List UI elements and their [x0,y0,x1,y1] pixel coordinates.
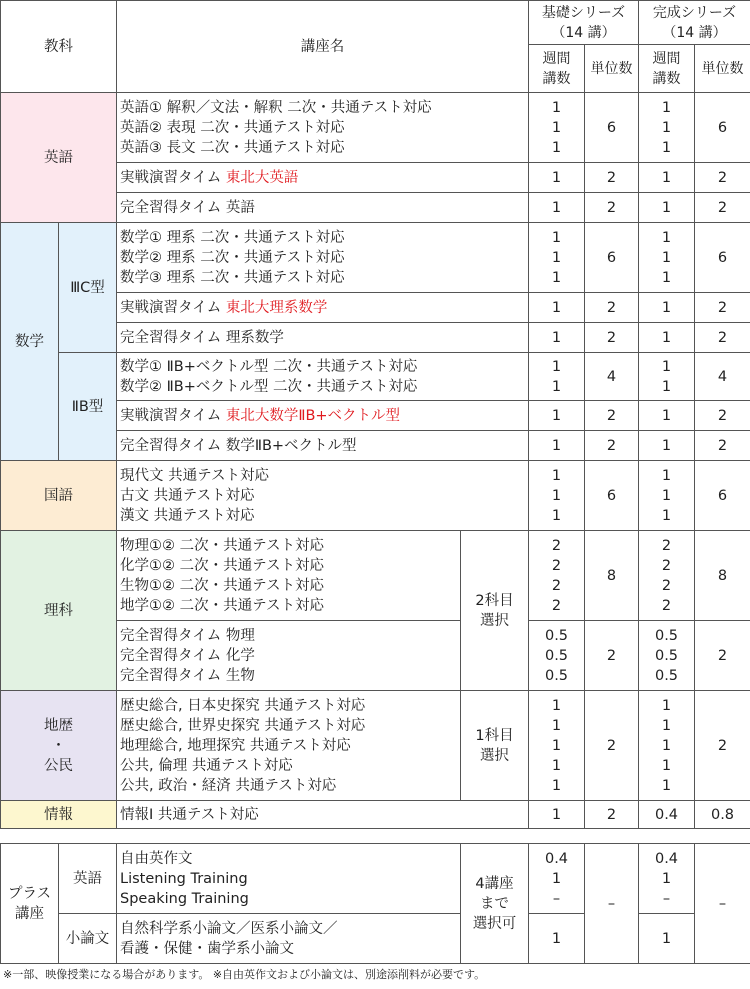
science-weekly-basic: 2 2 2 2 [529,531,585,621]
math-2b-weekly-complete: 1 1 [639,353,695,401]
header-weekly-basic: 週間 講数 [529,45,585,93]
value-cell: 2 [585,401,639,431]
value-cell: 1 [529,401,585,431]
math-3c-units-complete: 6 [695,223,750,293]
footnote: ※一部、映像授業になる場合があります。 ※自由英作文および小論文は、別途添削料が必要です。 [3,968,486,981]
math-2b-units-basic: 4 [585,353,639,401]
english-weekly-complete: 1 1 1 [639,93,695,163]
info-course: 情報Ⅰ 共通テスト対応 [117,801,529,829]
plus-english-weekly-basic: 0.4 1 – [529,844,585,914]
subject-science: 理科 [1,531,117,691]
plus-units-complete: – [695,844,750,964]
math-3c-courses: 数学① 理系 二次・共通テスト対応 数学② 理系 二次・共通テスト対応 数学③ 理系 二次・共通テスト対応 [117,223,529,293]
social-units-complete: 2 [695,691,750,801]
value-cell: 1 [529,193,585,223]
math-2b-units-complete: 4 [695,353,750,401]
header-complete-series: 完成シリーズ （14 講） [639,1,750,45]
japanese-weekly-complete: 1 1 1 [639,461,695,531]
value-cell: 0.8 [695,801,750,829]
value-cell: 2 [695,293,750,323]
science-units-complete: 8 [695,531,750,621]
plus-selection: 4講座 まで 選択可 [461,844,529,964]
value-cell: 1 [639,431,695,461]
value-cell: 1 [639,401,695,431]
math-3c-mastery: 完全習得タイム 理系数学 [117,323,529,353]
social-courses: 歴史総合, 日本史探究 共通テスト対応 歴史総合, 世界史探究 共通テスト対応 地理総合, 地理探究 共通テスト対応 公共, 倫理 共通テスト対応 公共, 政治・経済 共通テスト対応 [117,691,461,801]
header-course: 講座名 [117,1,529,93]
plus-english-courses: 自由英作文 Listening Training Speaking Training [117,844,461,914]
math-2b-weekly-basic: 1 1 [529,353,585,401]
math-3c-weekly-basic: 1 1 1 [529,223,585,293]
english-mastery: 完全習得タイム 英語 [117,193,529,223]
value-cell: 2 [585,193,639,223]
value-cell: 2 [695,163,750,193]
value-cell: 1 [529,293,585,323]
value-cell: 1 [529,801,585,829]
plus-essay: 小論文 [59,914,117,964]
header-units-complete: 単位数 [695,45,750,93]
value-cell: 1 [529,431,585,461]
value-cell: 1 [529,163,585,193]
science-mastery-weekly-complete: 0.5 0.5 0.5 [639,621,695,691]
japanese-courses: 現代文 共通テスト対応 古文 共通テスト対応 漢文 共通テスト対応 [117,461,529,531]
subject-math: 数学 [1,223,59,461]
english-practice: 実戦演習タイム 東北大英語 [117,163,529,193]
value-cell: 2 [695,431,750,461]
english-units-complete: 6 [695,93,750,163]
math-2b-mastery: 完全習得タイム 数学ⅡB+ベクトル型 [117,431,529,461]
value-cell: 2 [585,431,639,461]
value-cell: 1 [639,323,695,353]
math-3c-weekly-complete: 1 1 1 [639,223,695,293]
english-units-basic: 6 [585,93,639,163]
value-cell: 0.4 [639,801,695,829]
subject-english: 英語 [1,93,117,223]
japanese-units-basic: 6 [585,461,639,531]
header-basic-series: 基礎シリーズ （14 講） [529,1,639,45]
english-courses: 英語① 解釈／文法・解釈 二次・共通テスト対応 英語② 表現 二次・共通テスト対応 英語③ 長文 二次・共通テスト対応 [117,93,529,163]
science-mastery-units-basic: 2 [585,621,639,691]
header-weekly-complete: 週間 講数 [639,45,695,93]
science-mastery: 完全習得タイム 物理 完全習得タイム 化学 完全習得タイム 生物 [117,621,461,691]
english-weekly-basic: 1 1 1 [529,93,585,163]
japanese-units-complete: 6 [695,461,750,531]
value-cell: 2 [585,323,639,353]
value-cell: 1 [639,193,695,223]
math-2b-practice: 実戦演習タイム 東北大数学ⅡB+ベクトル型 [117,401,529,431]
science-mastery-units-complete: 2 [695,621,750,691]
math-3c-units-basic: 6 [585,223,639,293]
math-type-3c: ⅢC型 [59,223,117,353]
science-mastery-weekly-basic: 0.5 0.5 0.5 [529,621,585,691]
science-weekly-complete: 2 2 2 2 [639,531,695,621]
value-cell: 2 [695,323,750,353]
math-type-2b: ⅡB型 [59,353,117,461]
social-selection: 1科目 選択 [461,691,529,801]
subject-plus: プラス 講座 [1,844,59,964]
value-cell: 1 [639,163,695,193]
plus-english-weekly-complete: 0.4 1 – [639,844,695,914]
plus-course-table [0,843,750,964]
value-cell: 2 [695,401,750,431]
subject-info: 情報 [1,801,117,829]
plus-essay-courses: 自然科学系小論文／医系小論文／ 看護・保健・歯学系小論文 [117,914,461,964]
value-cell: 2 [585,293,639,323]
value-cell: 1 [529,323,585,353]
value-cell: 2 [585,163,639,193]
math-2b-courses: 数学① ⅡB+ベクトル型 二次・共通テスト対応 数学② ⅡB+ベクトル型 二次・共通テスト対応 [117,353,529,401]
math-3c-practice: 実戦演習タイム 東北大理系数学 [117,293,529,323]
science-units-basic: 8 [585,531,639,621]
plus-english: 英語 [59,844,117,914]
science-selection: 2科目 選択 [461,531,529,691]
social-weekly-basic: 1 1 1 1 1 [529,691,585,801]
japanese-weekly-basic: 1 1 1 [529,461,585,531]
plus-units-basic: – [585,844,639,964]
header-units-basic: 単位数 [585,45,639,93]
science-courses: 物理①② 二次・共通テスト対応 化学①② 二次・共通テスト対応 生物①② 二次・共通テスト対応 地学①② 二次・共通テスト対応 [117,531,461,621]
value-cell: 2 [585,801,639,829]
subject-social: 地歴 ・ 公民 [1,691,117,801]
social-weekly-complete: 1 1 1 1 1 [639,691,695,801]
value-cell: 2 [695,193,750,223]
header-subject: 教科 [1,1,117,93]
plus-essay-weekly-basic: 1 [529,914,585,964]
subject-japanese: 国語 [1,461,117,531]
value-cell: 1 [639,293,695,323]
social-units-basic: 2 [585,691,639,801]
plus-essay-weekly-complete: 1 [639,914,695,964]
